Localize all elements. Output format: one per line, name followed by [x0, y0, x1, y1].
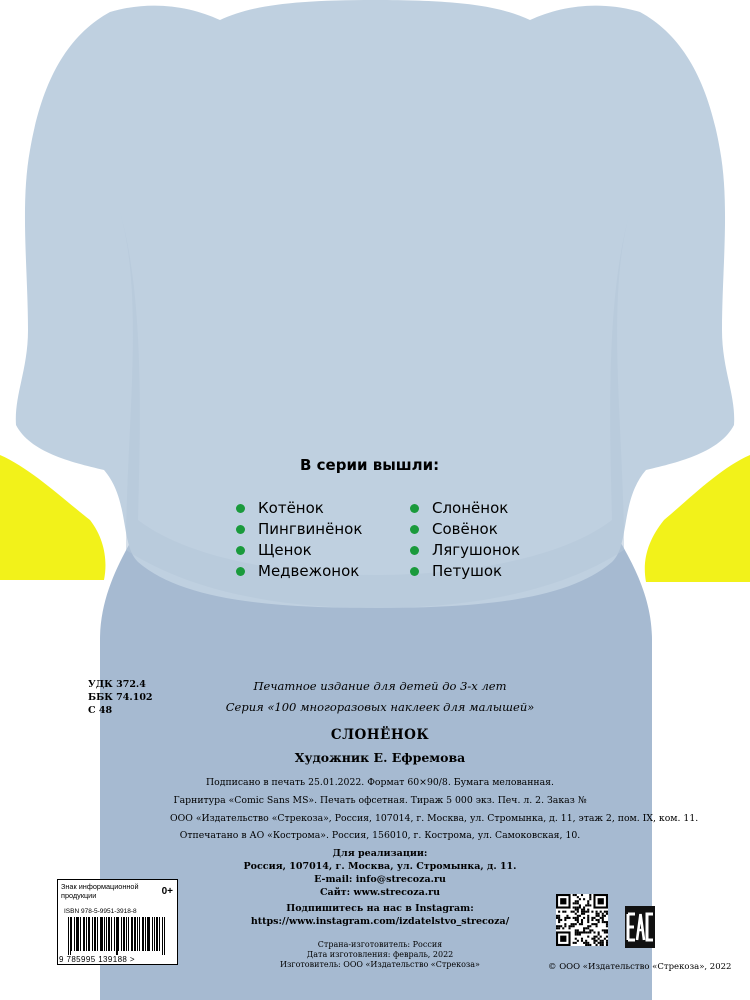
- udk-code: УДК 372.4: [88, 679, 146, 690]
- sales-address: Россия, 107014, г. Москва, ул. Стромынка, д. 11.: [243, 861, 517, 872]
- instagram-link[interactable]: https://www.instagram.com/izdatelstvo_strecoza/: [250, 916, 510, 927]
- instagram-info: [170, 902, 590, 928]
- bullet-icon: [236, 525, 245, 534]
- sales-website: Сайт: www.strecoza.ru: [319, 887, 441, 898]
- series-list-right: [410, 498, 520, 582]
- copyright-notice: © ООО «Издательство «Стрекоза», 2022: [548, 962, 732, 972]
- sales-heading: Для реализации:: [332, 848, 428, 859]
- production-date: Дата изготовления: февраль, 2022: [306, 950, 454, 959]
- bullet-icon: [410, 567, 419, 576]
- age-rating-badge: 0+: [161, 886, 173, 897]
- sales-info: [170, 847, 590, 899]
- list-item: Пингвинёнок: [236, 519, 362, 540]
- information-product-box: [57, 879, 178, 965]
- artist-credit: Художник Е. Ефремова: [294, 750, 466, 765]
- bullet-icon: [236, 504, 245, 513]
- list-item: Петушок: [410, 561, 520, 582]
- printer-line: Отпечатано в АО «Кострома». Россия, 156010, г. Кострома, ул. Самоковская, 10.: [179, 830, 581, 841]
- age-note: Печатное издание для детей до 3-х лет: [253, 679, 507, 693]
- bullet-icon: [236, 567, 245, 576]
- sales-email: E-mail: info@strecoza.ru: [314, 874, 446, 885]
- barcode-digits: 9 785995 139188 >: [59, 955, 135, 964]
- list-item: Котёнок: [236, 498, 362, 519]
- imprint-line: Гарнитура «Comic Sans MS». Печать офсетная. Тираж 5 000 экз. Печ. л. 2. Заказ №: [173, 795, 587, 806]
- classification-codes: [88, 678, 153, 717]
- bullet-icon: [236, 546, 245, 555]
- author-mark: С 48: [88, 705, 113, 716]
- book-title: СЛОНЁНОК: [330, 727, 430, 743]
- list-item: Медвежонок: [236, 561, 362, 582]
- qr-code-icon[interactable]: [556, 894, 608, 946]
- barcode: [66, 917, 170, 955]
- bbk-code: ББК 74.102: [88, 692, 153, 703]
- imprint-line: Подписано в печать 25.01.2022. Формат 60×90/8. Бумага мелованная.: [206, 777, 554, 788]
- list-item: Слонёнок: [410, 498, 520, 519]
- eac-mark-icon: [625, 906, 655, 948]
- list-item: Щенок: [236, 540, 362, 561]
- series-heading: В серии вышли:: [300, 456, 440, 474]
- manufacturer-info: [170, 940, 590, 970]
- manufacturer: Изготовитель: ООО «Издательство «Стрекоза»: [280, 960, 480, 969]
- country-of-origin: Страна-изготовитель: Россия: [317, 940, 443, 949]
- series-name: Серия «100 многоразовых наклеек для малышей»: [225, 700, 535, 714]
- series-list-left: [236, 498, 362, 582]
- list-item: Совёнок: [410, 519, 520, 540]
- info-product-label: Знак информационной продукции: [61, 882, 139, 900]
- isbn-number: ISBN 978-5-9951-3918-8: [64, 908, 137, 915]
- imprint-line: ООО «Издательство «Стрекоза», Россия, 107014, г. Москва, ул. Стромынка, д. 11, этаж 2, пом. IX, ком. 11.: [170, 813, 699, 824]
- bullet-icon: [410, 546, 419, 555]
- bullet-icon: [410, 525, 419, 534]
- instagram-label: Подпишитесь на нас в Instagram:: [286, 903, 474, 914]
- bullet-icon: [410, 504, 419, 513]
- list-item: Лягушонок: [410, 540, 520, 561]
